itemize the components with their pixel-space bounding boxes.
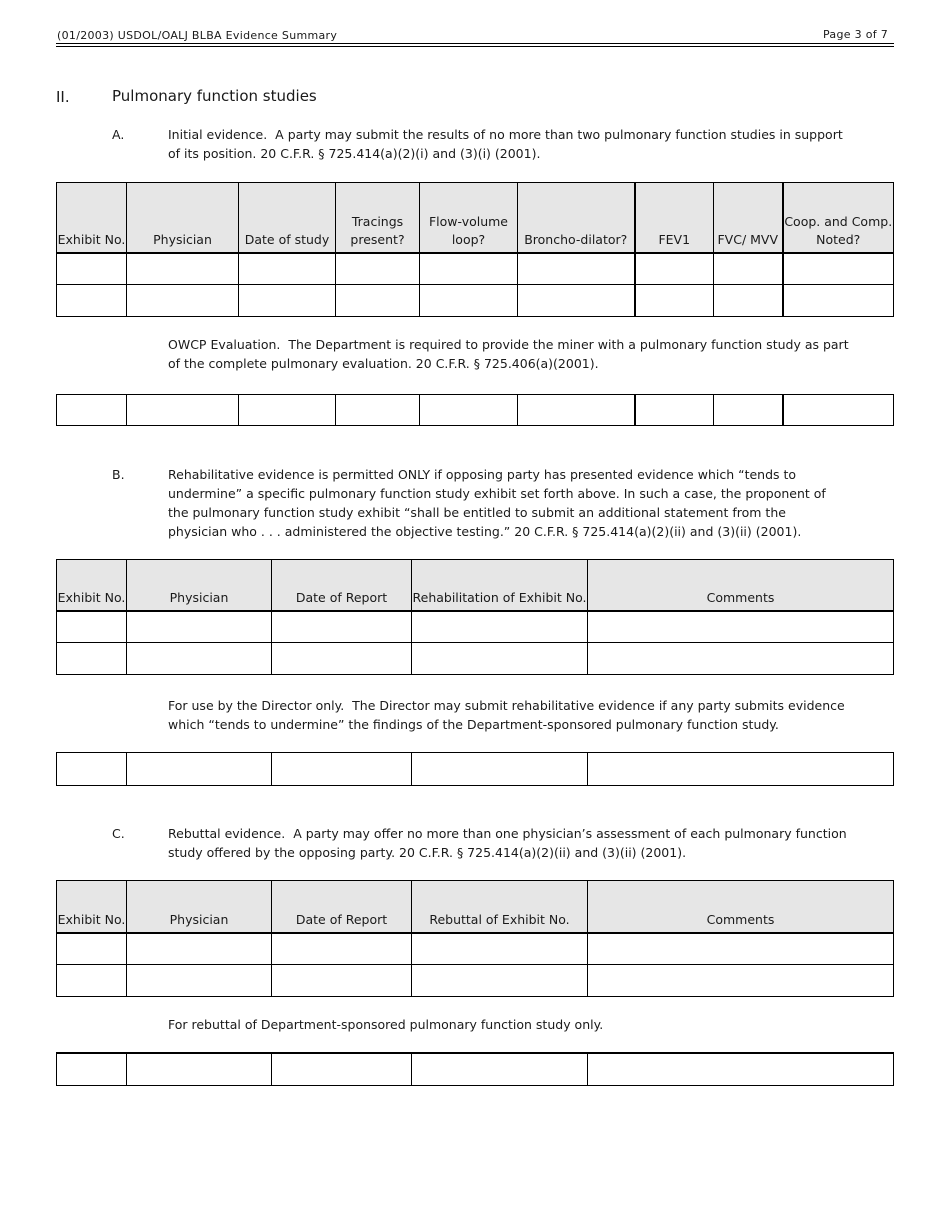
section-number: II. (56, 88, 70, 106)
col-tracings-present: Tracings present? (336, 183, 420, 253)
col-fev1: FEV1 (635, 183, 714, 253)
table-cell[interactable] (588, 643, 894, 675)
director-lead: For use by the Director only. (168, 698, 345, 713)
table-row (57, 611, 894, 643)
table-cell[interactable] (57, 753, 127, 786)
table-cell[interactable] (420, 285, 518, 317)
table-cell[interactable] (588, 1053, 894, 1085)
part-c-text: A party may offer no more than one physician’s assessment of each pulmonary function study offered by the opposing party. 20 C.F.R. § 725.414(a)(2)(ii) and (3)(ii) (2001). (168, 826, 847, 860)
table-cell[interactable] (127, 753, 272, 786)
table-cell[interactable] (420, 395, 518, 426)
col-comments: Comments (588, 560, 894, 611)
table-row (57, 965, 894, 997)
table-cell[interactable] (272, 753, 412, 786)
table-cell[interactable] (272, 933, 412, 965)
part-a-letter: A. (112, 127, 125, 142)
col-rebuttal-of-exhibit: Rebuttal of Exhibit No. (412, 881, 588, 933)
col-date-of-study: Date of study (239, 183, 336, 253)
table-cell[interactable] (588, 753, 894, 786)
table-cell[interactable] (272, 965, 412, 997)
col-exhibit-no: Exhibit No. (57, 560, 127, 611)
dept-rebuttal-table (56, 1052, 894, 1086)
table-cell[interactable] (239, 395, 336, 426)
table-cell[interactable] (272, 1053, 412, 1085)
col-flow-volume-loop: Flow-volume loop? (420, 183, 518, 253)
col-coop-comp-noted: Coop. and Comp. Noted? (783, 183, 894, 253)
table-cell[interactable] (714, 395, 783, 426)
dept-rebuttal-note: For rebuttal of Department-sponsored pulmonary function study only. (168, 1017, 604, 1032)
table-cell[interactable] (518, 285, 635, 317)
table-cell[interactable] (518, 395, 635, 426)
owcp-lead: OWCP Evaluation. (168, 337, 281, 352)
table-cell[interactable] (57, 1053, 127, 1085)
table-cell[interactable] (412, 753, 588, 786)
col-comments: Comments (588, 881, 894, 933)
rehabilitative-header-row (57, 560, 894, 611)
table-cell[interactable] (57, 643, 127, 675)
table-cell[interactable] (635, 395, 714, 426)
part-c-paragraph (168, 824, 858, 862)
table-cell[interactable] (57, 611, 127, 643)
table-cell[interactable] (57, 253, 127, 285)
table-cell[interactable] (635, 285, 714, 317)
table-cell[interactable] (714, 285, 783, 317)
table-row (57, 1053, 894, 1085)
part-a-paragraph (168, 125, 858, 163)
rebuttal-evidence-table (56, 880, 894, 997)
table-cell[interactable] (127, 933, 272, 965)
table-cell[interactable] (412, 643, 588, 675)
header-rule-bottom (56, 46, 894, 47)
part-c-letter: C. (112, 826, 125, 841)
form-header-title: (01/2003) USDOL/OALJ BLBA Evidence Summary (57, 29, 338, 42)
table-cell[interactable] (127, 965, 272, 997)
owcp-paragraph (168, 335, 858, 373)
rebuttal-header-row (57, 881, 894, 933)
initial-evidence-table (56, 182, 894, 317)
table-cell[interactable] (336, 285, 420, 317)
page-number: Page 3 of 7 (822, 28, 888, 41)
section-title: Pulmonary function studies (112, 87, 317, 105)
col-physician: Physician (127, 560, 272, 611)
owcp-evaluation-table (56, 394, 894, 426)
table-cell[interactable] (412, 965, 588, 997)
table-cell[interactable] (420, 253, 518, 285)
col-exhibit-no: Exhibit No. (57, 183, 127, 253)
table-cell[interactable] (783, 253, 894, 285)
table-cell[interactable] (57, 285, 127, 317)
col-physician: Physician (127, 183, 239, 253)
director-text: The Director may submit rehabilitative evidence if any party submits evidence which “tends to undermine” the findings of the Department-sponsored pulmonary function study. (168, 698, 845, 732)
table-cell[interactable] (239, 253, 336, 285)
table-cell[interactable] (412, 1053, 588, 1085)
table-cell[interactable] (783, 395, 894, 426)
table-cell[interactable] (57, 395, 127, 426)
table-row (57, 285, 894, 317)
table-cell[interactable] (57, 933, 127, 965)
part-a-lead: Initial evidence. (168, 127, 268, 142)
director-rehabilitative-table (56, 752, 894, 786)
col-rehabilitation-of-exhibit: Rehabilitation of Exhibit No. (412, 560, 588, 611)
table-cell[interactable] (588, 611, 894, 643)
header-rule-top (56, 43, 894, 44)
part-b-lead: Rehabilitative evidence (168, 467, 315, 482)
table-cell[interactable] (57, 965, 127, 997)
table-row (57, 753, 894, 786)
table-cell[interactable] (714, 253, 783, 285)
table-cell[interactable] (127, 611, 272, 643)
table-cell[interactable] (635, 253, 714, 285)
table-cell[interactable] (518, 253, 635, 285)
initial-evidence-header-row (57, 183, 894, 253)
table-cell[interactable] (588, 965, 894, 997)
part-b-paragraph (168, 465, 848, 541)
col-exhibit-no: Exhibit No. (57, 881, 127, 933)
table-row (57, 395, 894, 426)
part-c-lead: Rebuttal evidence. (168, 826, 286, 841)
table-cell[interactable] (412, 611, 588, 643)
table-row (57, 253, 894, 285)
table-row (57, 643, 894, 675)
table-cell[interactable] (127, 643, 272, 675)
table-cell[interactable] (336, 253, 420, 285)
part-a-text: A party may submit the results of no more than two pulmonary function studies in support of its position. 20 C.F.R. § 725.414(a)(2)(i) and (3)(i) (2001). (168, 127, 843, 161)
col-fvc-mvv: FVC/ MVV (714, 183, 783, 253)
table-cell[interactable] (412, 933, 588, 965)
table-cell[interactable] (127, 285, 239, 317)
table-row (57, 933, 894, 965)
table-cell[interactable] (783, 285, 894, 317)
rehabilitative-evidence-table (56, 559, 894, 675)
director-paragraph (168, 696, 848, 734)
col-date-of-report: Date of Report (272, 560, 412, 611)
col-physician: Physician (127, 881, 272, 933)
part-b-letter: B. (112, 467, 125, 482)
table-cell[interactable] (239, 285, 336, 317)
table-cell[interactable] (272, 643, 412, 675)
col-date-of-report: Date of Report (272, 881, 412, 933)
table-cell[interactable] (127, 1053, 272, 1085)
table-cell[interactable] (588, 933, 894, 965)
part-b-text: is permitted ONLY if opposing party has presented evidence which “tends to undermine” a specific pulmonary function study exhibit set forth above. In such a case, the proponent of the pulmonary function study exhibit “shall be entitled to submit an additional statement from the physician who . . . administered the objective testing.” 20 C.F.R. § 725.414(a)(2)(ii) and (3)(ii) (2001). (168, 467, 826, 539)
table-cell[interactable] (127, 395, 239, 426)
table-cell[interactable] (127, 253, 239, 285)
col-bronchodilator: Broncho-dilator? (518, 183, 635, 253)
owcp-text: The Department is required to provide the miner with a pulmonary function study as part of the complete pulmonary evaluation. 20 C.F.R. § 725.406(a)(2001). (168, 337, 849, 371)
table-cell[interactable] (272, 611, 412, 643)
table-cell[interactable] (336, 395, 420, 426)
